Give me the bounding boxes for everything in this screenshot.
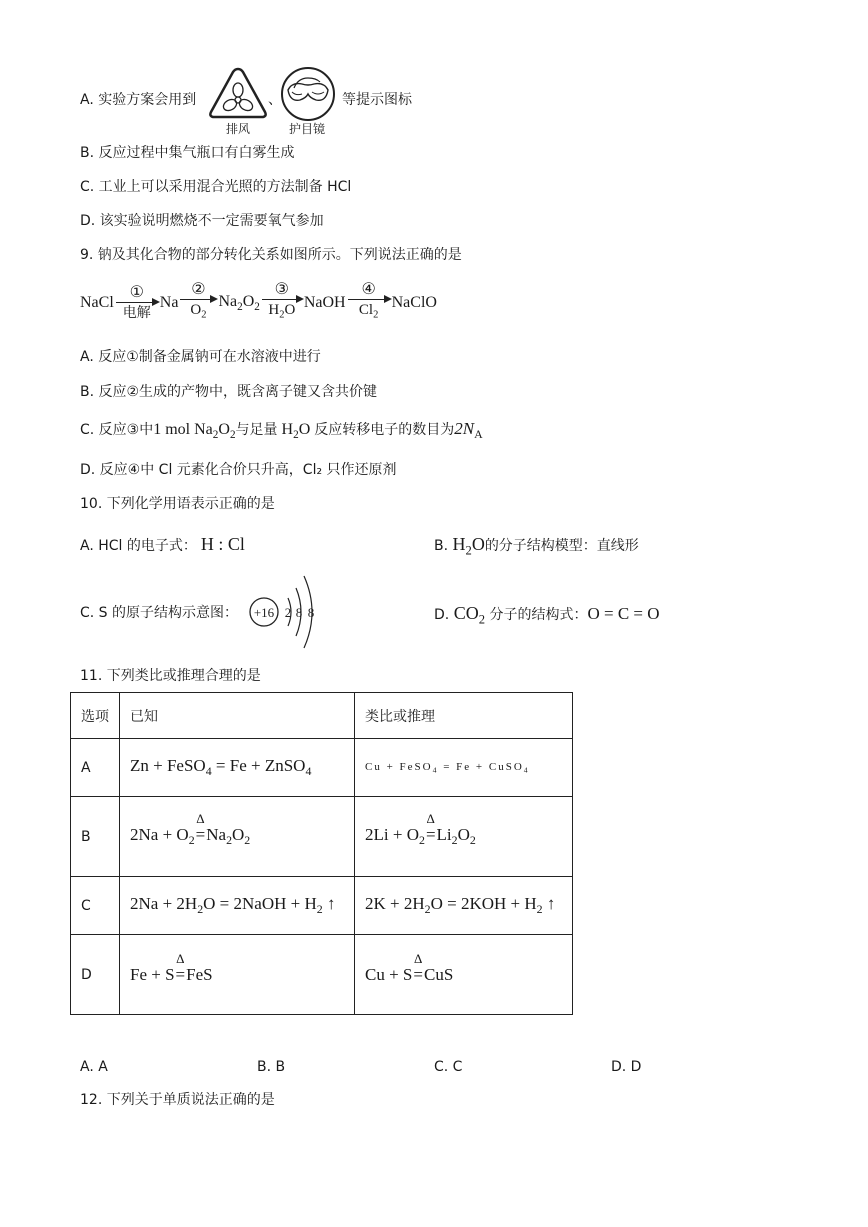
q10-option-b: B. $H_2O$的分子结构模型：直线形	[434, 534, 639, 558]
header-option: 选项	[71, 693, 120, 739]
chain-naoh: NaOH	[303, 294, 346, 312]
table-header-row	[71, 693, 573, 739]
q8-option-c: C. 工业上可以采用混合光照的方法制备 HCl	[80, 179, 352, 195]
q9-option-a: A. 反应①制备金属钠可在水溶液中进行	[80, 349, 321, 365]
row-inference: $2Li + O_2$ Δ $=Li_2O_2$	[355, 797, 573, 877]
table-row	[71, 797, 573, 877]
arrow-4-condition: $Cl_2$	[358, 302, 379, 321]
row-known: $2Na + O_2$ Δ $=Na_2O_2$	[120, 797, 355, 877]
chain-nacl: NaCl	[80, 294, 114, 312]
q9-option-b: B. 反应②生成的产物中，既含离子键又含共价键	[80, 384, 378, 400]
q8-option-d: D. 该实验说明燃烧不一定需要氧气参加	[80, 213, 324, 229]
header-known: 已知	[120, 693, 355, 739]
arrow-2-condition: $O_2$	[190, 302, 207, 321]
arrow-2-label: ②	[191, 281, 206, 298]
row-known: Zn + FeSO$_4$ = Fe + ZnSO$_4$	[120, 739, 355, 797]
q11-choice-a: A. A	[80, 1059, 108, 1075]
q9-stem: 9. 钠及其化合物的部分转化关系如图所示。下列说法正确的是	[80, 247, 462, 263]
arrow-1-label: ①	[129, 283, 144, 301]
q11-choice-d: D. D	[611, 1059, 642, 1075]
q10-option-c: C. S 的原子结构示意图：	[80, 605, 239, 621]
arrow-2	[180, 282, 216, 325]
q8-option-b: B. 反应过程中集气瓶口有白雾生成	[80, 145, 295, 161]
table-row	[71, 739, 573, 797]
q8-option-a-text: A. 实验方案会用到	[80, 92, 197, 108]
arrow-3-condition: $H_2O$	[268, 302, 296, 321]
row-known: Fe + S Δ =FeS	[120, 935, 355, 1015]
sulfur-atom-diagram	[248, 568, 330, 658]
ventilation-icon	[207, 66, 269, 122]
chain-na: Na	[159, 294, 179, 312]
q8-option-a	[80, 90, 196, 110]
q8-option-a-separator: 、	[268, 92, 282, 108]
ventilation-icon-label: 排风	[226, 122, 251, 136]
q10-option-d: D. $CO_2$ 分子的结构式：O = C = O	[434, 603, 660, 627]
q9-option-c: C. 反应③中1 mol $Na_2O_2$与足量 $H_2O$ 反应转移电子的数目为$2N_A$	[80, 419, 483, 442]
q11-table	[70, 692, 573, 1015]
arrow-1	[116, 285, 158, 322]
q9-option-d: D. 反应④中 Cl 元素化合价只升高，Cl₂ 只作还原剂	[80, 462, 397, 478]
row-option: C	[71, 877, 120, 935]
goggles-icon-label: 护目镜	[289, 122, 326, 136]
q10-stem: 10. 下列化学用语表示正确的是	[80, 496, 275, 512]
row-inference: $2K + 2H_2O = 2KOH + H_2$ ↑	[355, 877, 573, 935]
co2-structure: O = C = O	[587, 604, 660, 623]
goggles-icon	[278, 66, 338, 122]
arrow-3-label: ③	[274, 281, 290, 298]
q11-choice-c: C. C	[434, 1059, 463, 1075]
q10-option-a: A. HCl 的电子式： H : Cl	[80, 534, 245, 554]
q8-option-a-suffix: 等提示图标	[342, 92, 412, 108]
shell-3-electrons: 8	[307, 605, 315, 620]
shell-2-electrons: 8	[295, 605, 303, 620]
row-option: D	[71, 935, 120, 1015]
nucleus-charge: +16	[253, 605, 275, 620]
chain-na2o2: $Na_2O_2$	[218, 293, 260, 314]
row-option: B	[71, 797, 120, 877]
row-inference: Cu + FeSO$_4$ = Fe + CuSO$_4$	[355, 739, 573, 797]
arrow-1-condition: 电解	[122, 304, 151, 321]
table-row	[71, 935, 573, 1015]
row-inference: Cu + S Δ =CuS	[355, 935, 573, 1015]
arrow-4-label: ④	[361, 281, 376, 298]
row-known: $2Na + 2H_2O$ = 2NaOH + $H_2$ ↑	[120, 877, 355, 935]
q11-choice-b: B. B	[257, 1059, 286, 1075]
arrow-3	[262, 282, 302, 325]
q9-reaction-chain	[80, 282, 437, 325]
header-inference: 类比或推理	[355, 693, 573, 739]
chain-naclo: NaClO	[391, 294, 437, 312]
hcl-electron-formula: H : Cl	[200, 534, 245, 554]
row-option: A	[71, 739, 120, 797]
q12-stem: 12. 下列关于单质说法正确的是	[80, 1092, 275, 1108]
table-row	[71, 877, 573, 935]
arrow-4	[348, 282, 390, 325]
shell-1-electrons: 2	[284, 605, 292, 620]
q11-stem: 11. 下列类比或推理合理的是	[80, 668, 261, 684]
